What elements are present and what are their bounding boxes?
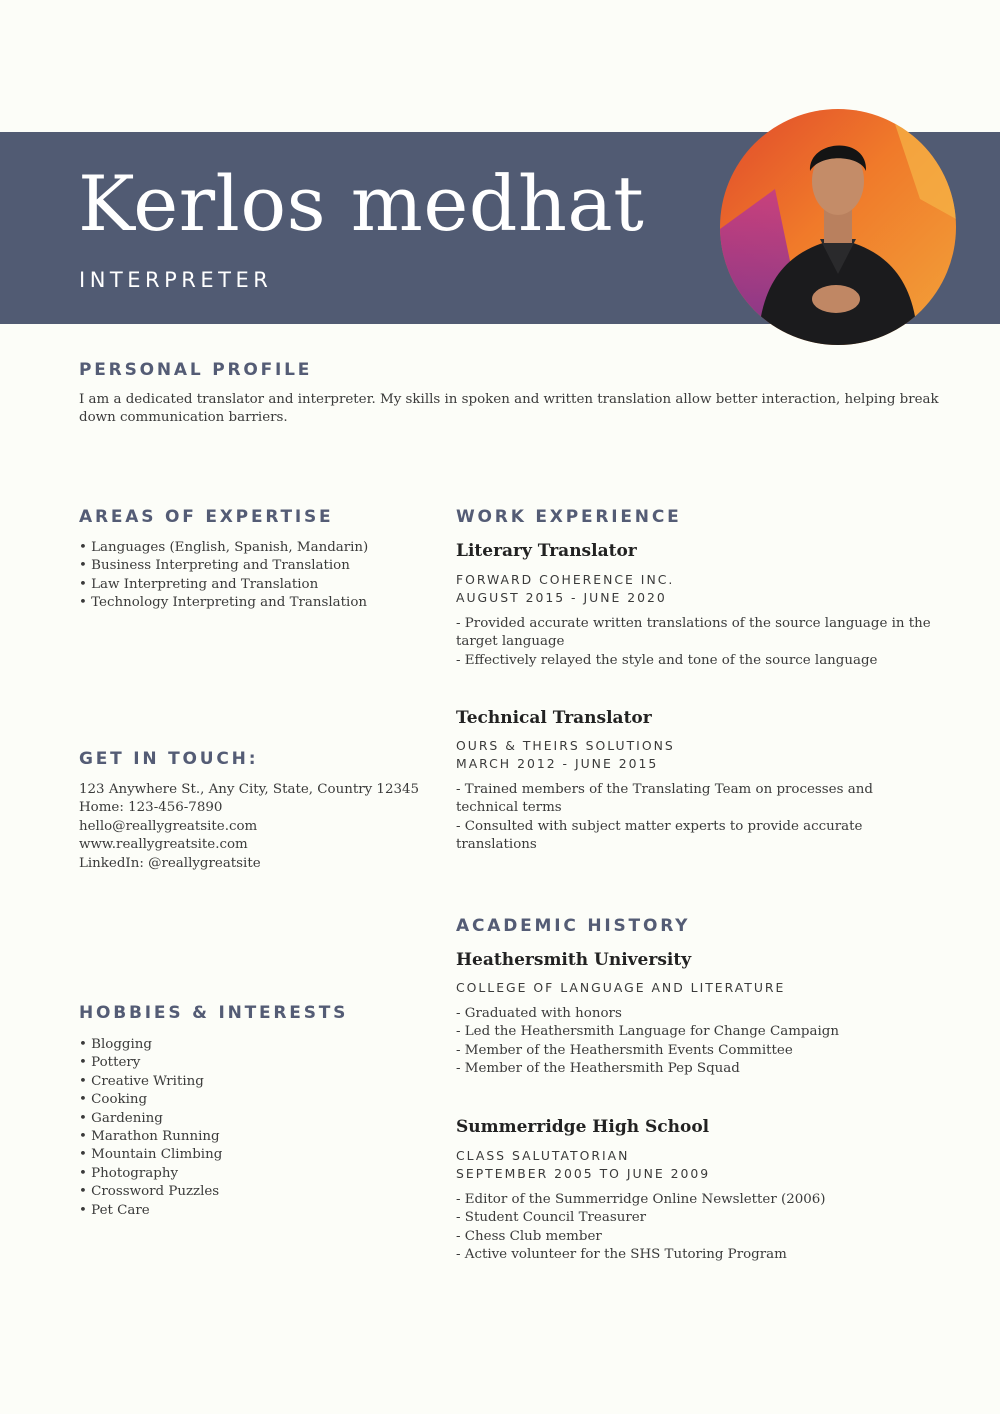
description-line: - Trained members of the Translating Team on processes and xyxy=(456,782,873,797)
list-item: • Pottery xyxy=(79,1055,141,1071)
description-line: - Member of the Heathersmith Pep Squad xyxy=(456,1061,740,1077)
description-line: - Provided accurate written translations of the source language in the xyxy=(456,616,931,631)
school-subtitle: COLLEGE OF LANGUAGE AND LITERATURE xyxy=(456,980,786,995)
hobbies-list xyxy=(79,1036,222,1220)
list-item: • Creative Writing xyxy=(79,1073,204,1089)
job-title-2: Technical Translator xyxy=(456,708,652,728)
company-name: FORWARD COHERENCE INC. xyxy=(456,572,675,587)
description-line: - Student Council Treasurer xyxy=(456,1210,647,1226)
list-item: • Business Interpreting and Translation xyxy=(79,558,350,574)
job-meta-1 xyxy=(456,571,674,608)
job-title-1: Literary Translator xyxy=(456,541,637,561)
list-item: • Crossword Puzzles xyxy=(79,1184,220,1200)
profile-line: I am a dedicated translator and interpreter. My skills in spoken and written translation allow better interaction, helping break xyxy=(79,392,939,407)
description-line: - Editor of the Summerridge Online Newsletter (2006) xyxy=(456,1192,826,1207)
description-line: - Consulted with subject matter experts to provide accurate xyxy=(456,818,863,834)
job-meta-2 xyxy=(456,737,675,774)
contact-heading: GET IN TOUCH: xyxy=(79,749,259,769)
description-line: technical terms xyxy=(456,800,562,816)
profile-heading: PERSONAL PROFILE xyxy=(79,360,313,380)
job-dates: AUGUST 2015 - JUNE 2020 xyxy=(456,590,667,606)
school-meta-2 xyxy=(456,1147,710,1184)
company-name: OURS & THEIRS SOLUTIONS xyxy=(456,738,675,753)
school-meta-1 xyxy=(456,979,785,997)
school-description-2 xyxy=(456,1191,826,1265)
description-line: - Active volunteer for the SHS Tutoring Program xyxy=(456,1247,787,1263)
email-link[interactable]: hello@reallygreatsite.com xyxy=(79,818,258,834)
expertise-heading: AREAS OF EXPERTISE xyxy=(79,507,334,527)
contact-details xyxy=(79,781,419,873)
school-title-2: Summerridge High School xyxy=(456,1117,710,1137)
profile-line: down communication barriers. xyxy=(79,410,288,426)
job-description-1 xyxy=(456,615,931,670)
profile-text xyxy=(79,391,939,428)
school-title-1: Heathersmith University xyxy=(456,950,692,970)
linkedin-link[interactable]: LinkedIn: @reallygreatsite xyxy=(79,855,261,871)
list-item: • Languages (English, Spanish, Mandarin) xyxy=(79,540,369,555)
list-item: • Law Interpreting and Translation xyxy=(79,576,319,592)
description-line: - Chess Club member xyxy=(456,1228,602,1244)
expertise-list xyxy=(79,539,368,613)
description-line: translations xyxy=(456,837,537,853)
school-dates: SEPTEMBER 2005 TO JUNE 2009 xyxy=(456,1166,711,1182)
list-item: • Pet Care xyxy=(79,1202,150,1218)
website-link[interactable]: www.reallygreatsite.com xyxy=(79,837,248,853)
address: 123 Anywhere St., Any City, State, Country 12345 xyxy=(79,782,420,797)
work-heading: WORK EXPERIENCE xyxy=(456,507,682,527)
description-line: - Effectively relayed the style and tone of the source language xyxy=(456,652,878,668)
job-title: INTERPRETER xyxy=(79,268,273,292)
list-item: • Blogging xyxy=(79,1037,152,1052)
hobbies-heading: HOBBIES & INTERESTS xyxy=(79,1003,349,1023)
list-item: • Gardening xyxy=(79,1110,163,1126)
school-subtitle: CLASS SALUTATORIAN xyxy=(456,1148,630,1163)
profile-photo xyxy=(720,109,956,345)
list-item: • Marathon Running xyxy=(79,1129,220,1145)
description-line: - Led the Heathersmith Language for Change Campaign xyxy=(456,1024,839,1040)
description-line: - Member of the Heathersmith Events Committee xyxy=(456,1042,793,1058)
candidate-name: Kerlos medhat xyxy=(78,159,645,248)
list-item: • Cooking xyxy=(79,1092,148,1108)
list-item: • Mountain Climbing xyxy=(79,1147,223,1163)
job-dates: MARCH 2012 - JUNE 2015 xyxy=(456,756,659,772)
list-item: • Photography xyxy=(79,1165,179,1181)
list-item: • Technology Interpreting and Translation xyxy=(79,595,368,611)
job-description-2 xyxy=(456,781,873,855)
academic-heading: ACADEMIC HISTORY xyxy=(456,916,691,936)
phone: Home: 123-456-7890 xyxy=(79,800,223,816)
school-description-1 xyxy=(456,1005,839,1079)
description-line: - Graduated with honors xyxy=(456,1006,622,1021)
description-line: target language xyxy=(456,634,565,650)
